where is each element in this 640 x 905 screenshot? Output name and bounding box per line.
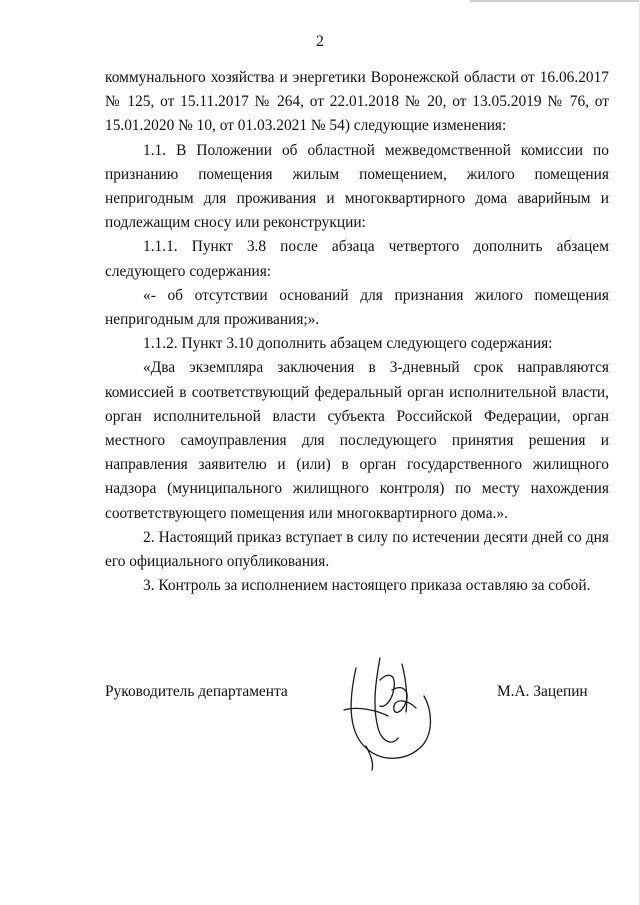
paragraph-item-2: 2. Настоящий приказ вступает в силу по истечении десяти дней со дня его официального опубликования. — [105, 528, 609, 571]
document-body — [105, 66, 609, 598]
paragraph-quote-2: «Два экземпляра заключения в 3-дневный срок направляются комиссией в соответствующий федеральный орган исполнительной власти, орган исполнительной власти субъекта Российской Федерации, орган местного самоуправления для последующего принятия решения и направления заявителю и (или) в орган государственного жилищного надзора (муниципального жилищного контроля) по месту нахождения соответствующего помещения или многоквартирного дома.». — [105, 359, 609, 522]
paragraph-item-1-1-1: 1.1.1. Пункт 3.8 после абзаца четвертого дополнить абзацем следующего содержания: — [105, 238, 609, 280]
paragraph-item-1-1-2: 1.1.2. Пункт 3.10 дополнить абзацем следующего содержания: — [143, 335, 553, 353]
paragraph-quote-1: «- об отсутствии оснований для признания жилого помещения непригодным для проживания;». — [105, 286, 609, 329]
paragraph-item-1-1: 1.1. В Положении об областной межведомственной комиссии по признанию помещения жилым помещением, жилого помещения непригодным для проживания и многоквартирного дома аварийным и подлежащим сносу или реконструкции: — [105, 141, 609, 232]
signatory-title: Руководитель департамента — [105, 683, 288, 700]
paragraph-item-3: 3. Контроль за исполнением настоящего приказа оставляю за собой. — [143, 577, 591, 595]
page-number: 2 — [316, 33, 324, 50]
top-edge-mark — [470, 0, 640, 2]
handwritten-signature — [336, 650, 446, 775]
signatory-name: М.А. Зацепин — [497, 683, 588, 700]
paragraph-continuation: коммунального хозяйства и энергетики Воронежской области от 16.06.2017 № 125, от 15.11.2017 № 264, от 22.01.2018 № 20, от 13.05.2019 № 76, от 15.01.2020 № 10, от 01.03.2021 № 54) следующие изменения: — [105, 69, 609, 135]
